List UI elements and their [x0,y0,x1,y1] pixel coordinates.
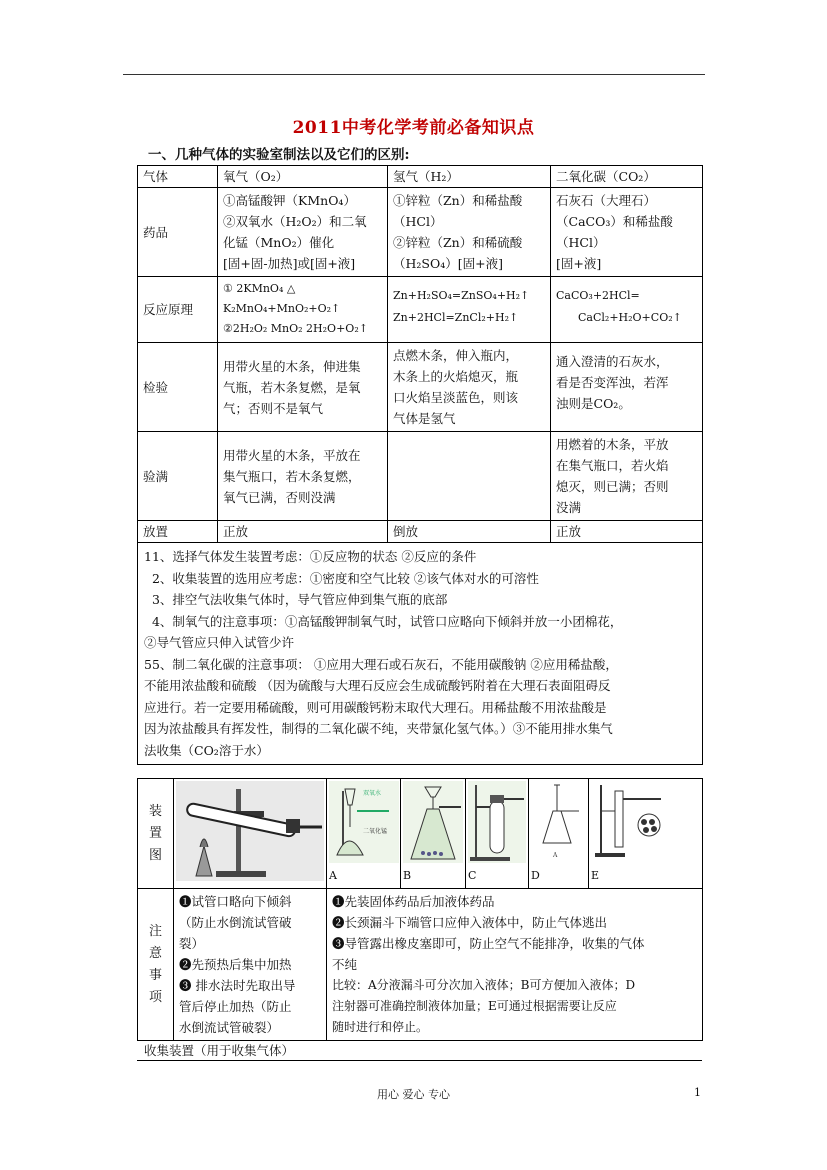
device-label [138,779,174,889]
cell-line: 用燃着的木条，平放 [556,437,669,452]
figure-label-c: C [468,869,477,882]
note-line: ②导气管应只伸入试管少许 [144,635,295,650]
apparatus-figure-row [138,779,703,889]
bottom-rule [137,1060,702,1061]
collection-apparatus-heading: 收集装置（用于收集气体） [144,1043,295,1058]
cell-full-co2 [551,432,703,521]
note-line: 3、排空气法收集气体时，导气管应伸到集气瓶的底部 [144,592,448,607]
note-line: ❷长颈漏斗下端管口应伸入液体中，防止气体逃出 [332,915,608,930]
right-notes-cell [327,889,703,1041]
note-line: 管后停止加热（防止 [179,999,292,1014]
cell-line: ①锌粒（Zn）和稀盐酸 [393,193,523,208]
table-row-reaction [138,277,703,343]
cell-line: 浊则是CO₂。 [556,396,631,411]
header-co2: 二氧化碳（CO₂） [551,166,703,188]
cell-line: （HCl） [393,214,443,229]
cell-line: 通入澄清的石灰水， [556,354,669,369]
cell-reaction-o2 [218,277,388,343]
separatory-funnel-figure [329,781,399,863]
label-char: 图 [148,847,162,863]
label-char: 事 [148,967,162,983]
note-line: 不纯 [332,957,358,972]
note-line: 随时进行和停止。 [332,1020,429,1034]
cell-line: （H₂SO₄）[固+液] [393,256,503,271]
left-notes-cell [174,889,327,1041]
page-footer: 用心 爱心 专心 [377,1088,450,1101]
cell-line: 氧气已满，否则没满 [223,489,336,505]
cell-placement-o2: 正放 [218,521,388,543]
label-char: 注 [148,923,162,939]
label-char: 项 [148,989,162,1005]
note-line: 因为浓盐酸具有挥发性，制得的二氧化碳不纯，夹带氯化氢气体。）③不能用排水集气 [144,721,613,736]
cell-reagents-o2 [218,188,388,277]
note-line: ❸ 排水法时先取出导 [179,978,296,993]
cell-reaction-co2 [551,277,703,343]
page-title: 2011中考化学考前必备知识点 [292,118,535,138]
note-line: 裂） [179,936,205,951]
cell-line: [固+固-加热]或[固+液] [223,256,356,271]
cell-line: （CaCO₃）和稀盐酸 [556,214,673,229]
note-line: 2、收集装置的选用应考虑：①密度和空气比较 ②该气体对水的可溶性 [144,570,539,586]
cell-line: CaCO₃+2HCl= [556,289,640,302]
note-line: 11、选择气体发生装置考虑：①反应物的状态 ②反应的条件 [144,549,477,564]
figure-e [589,779,703,889]
note-line: ❶先装固体药品后加液体药品 [332,894,495,909]
cell-full-h2 [388,432,551,521]
note-line: 水倒流试管破裂） [179,1020,280,1035]
section-heading: 一、几种气体的实验室制法以及它们的区别: [148,147,410,163]
note-line: 法收集（CO₂溶于水） [144,742,269,758]
cell-line: 气体是氢气 [393,411,456,426]
cell-line: 口火焰呈淡蓝色，则该 [393,390,519,405]
cell-line: CaCl₂+H₂O+CO₂↑ [578,311,682,324]
cell-line: 化锰（MnO₂）催化 [223,235,335,250]
cell-line: 用带火星的木条，平放在 [223,447,361,463]
cell-line: （HCl） [556,235,606,250]
header-oxygen: 氧气（O₂） [218,166,388,188]
figure-d [529,779,589,889]
note-line: 注射器可准确控制液体加量；E可通过根据需要让反应 [332,999,617,1013]
cell-line: ①高锰酸钾（KMnO₄） [223,193,356,208]
table-row-reagents [138,188,703,277]
row-label-test: 检验 [138,343,218,432]
syringe-flask-figure [531,781,586,863]
figure-a [327,779,401,889]
note-line: 55、制二氧化碳的注意事项： ①应用大理石或石灰石，不能用碳酸钠 ②应用稀盐酸， [144,656,618,672]
cell-line: 用带火星的木条，伸进集 [223,358,361,374]
cell-reaction-h2 [388,277,551,343]
note-line: 4、制氧气的注意事项：①高锰酸钾制氧气时，试管口应略向下倾斜并放一小团棉花， [144,613,623,629]
label-char: 意 [148,945,162,961]
notes-cell [138,543,703,765]
figure-a-text: 双氧水 [363,790,382,797]
cell-line: 集气瓶口，若木条复燃， [223,468,361,484]
cell-line: ②2H₂O₂ MnO₂ 2H₂O+O₂↑ [223,322,368,335]
header-rule [123,74,705,75]
cell-line: ②双氧水（H₂O₂）和二氧 [223,214,367,229]
figure-label-e: E [591,869,600,882]
table-header-row [138,166,703,188]
cell-reagents-h2 [388,188,551,277]
figure-a-text: 二氧化锰 [363,828,388,835]
label-char: 置 [148,825,162,841]
cell-line: ① 2KMnO₄ △ [223,282,296,295]
row-label-reaction: 反应原理 [138,277,218,343]
note-line: 比较：A分液漏斗可分次加入液体；B可方便加入液体；D [332,978,636,992]
table-row-test [138,343,703,432]
cell-line: 木条上的火焰熄灭，瓶 [393,369,519,384]
figure-b [401,779,466,889]
note-line: （防止水倒流试管破 [179,915,292,930]
notes-label [138,889,174,1041]
figure-heating-apparatus [174,779,327,889]
kipp-apparatus-figure [591,781,699,863]
page-number: 1 [694,1086,701,1099]
cell-line: 没满 [556,500,582,515]
note-line: 应进行。若一定要用稀硫酸，则可用碳酸钙粉末取代大理石。用稀盐酸不用浓盐酸是 [144,699,607,715]
note-line: ❸导管露出橡皮塞即可，防止空气不能排净，收集的气体 [332,936,645,951]
figure-label-a: A [329,869,337,882]
cell-line: Zn+2HCl=ZnCl₂+H₂↑ [393,311,519,324]
header-hydrogen: 氢气（H₂） [388,166,551,188]
cell-line: 点燃木条，伸入瓶内， [393,348,519,363]
heating-apparatus-figure [176,781,324,881]
cell-line: 熄灭，则已满；否则 [556,479,669,494]
label-char: 装 [148,803,162,819]
figure-c [466,779,529,889]
cell-reagents-co2 [551,188,703,277]
figure-label-d: D [531,869,540,882]
cell-line: 气瓶，若木条复燃，是氧 [223,379,361,395]
cell-line: 气；否则不是氧气 [223,400,324,416]
note-line: ❷先预热后集中加热 [179,957,292,972]
cell-line: Zn+H₂SO₄=ZnSO₄+H₂↑ [393,289,530,302]
header-gas: 气体 [138,166,218,188]
gas-prep-table [137,165,703,765]
row-label-reagents: 药品 [138,188,218,277]
cell-line: K₂MnO₄+MnO₂+O₂↑ [223,302,341,315]
table-row-placement [138,521,703,543]
cell-line: 在集气瓶口，若火焰 [556,458,669,473]
cell-line: 看是否变浑浊，若浑 [556,375,669,390]
figure-label-b: B [403,869,412,882]
cell-test-h2 [388,343,551,432]
row-label-full: 验满 [138,432,218,521]
note-line: ❶试管口略向下倾斜 [179,894,292,909]
note-line: 不能用浓盐酸和硫酸 （因为硫酸与大理石反应会生成硫酸钙附着在大理石表面阻碍反 [144,678,611,693]
long-neck-funnel-figure [403,781,463,863]
row-label-placement: 放置 [138,521,218,543]
apparatus-table [137,778,703,1041]
cell-line: 石灰石（大理石） [556,193,657,208]
apparatus-notes-row [138,889,703,1041]
cell-placement-h2: 倒放 [388,521,551,543]
cell-test-o2 [218,343,388,432]
cell-line: ②锌粒（Zn）和稀硫酸 [393,235,523,250]
cell-test-co2 [551,343,703,432]
cell-line: [固+液] [556,256,602,271]
figure-d-text: A [553,852,558,859]
cell-placement-co2: 正放 [551,521,703,543]
test-tube-figure [468,781,526,863]
notes-row [138,543,703,765]
table-row-full [138,432,703,521]
cell-full-o2 [218,432,388,521]
